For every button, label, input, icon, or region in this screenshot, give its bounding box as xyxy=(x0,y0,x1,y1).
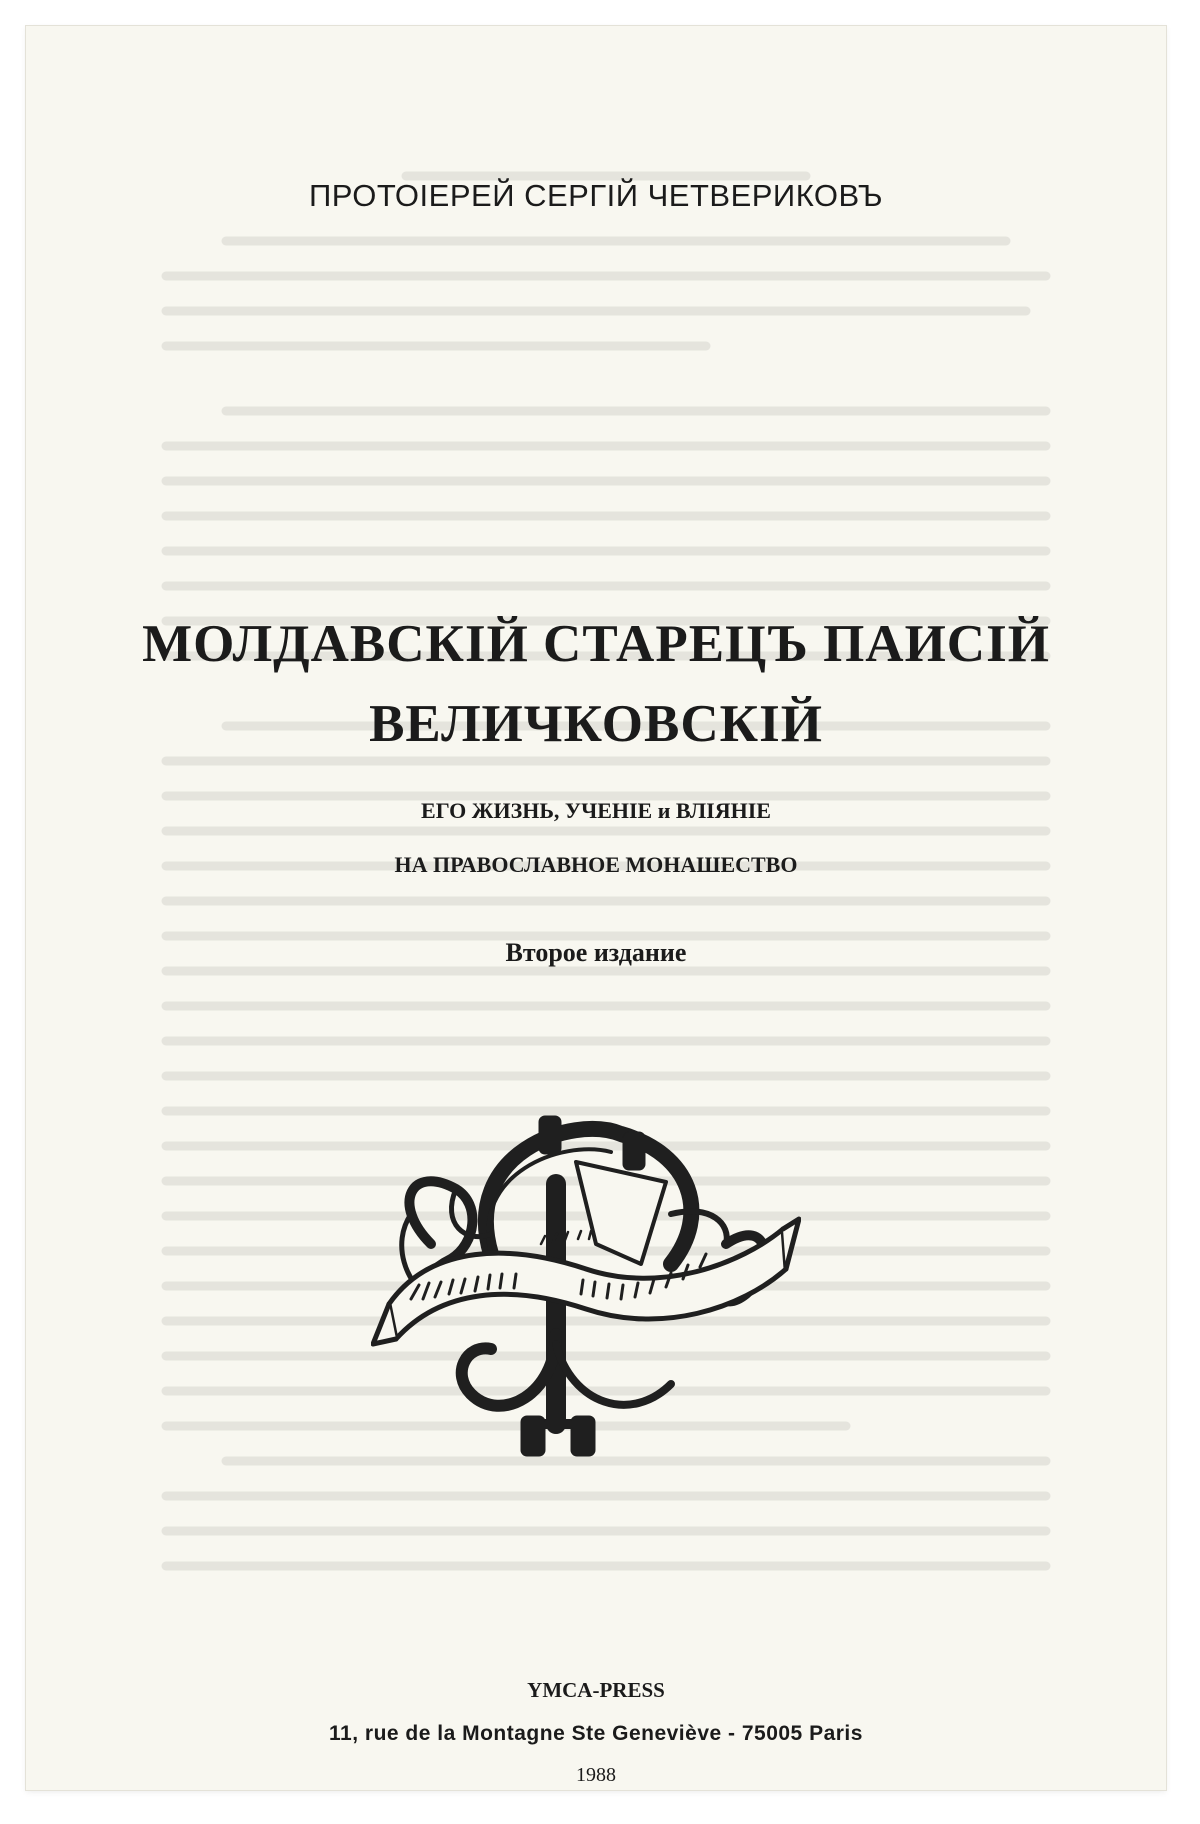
title-page-sheet xyxy=(26,26,1166,1790)
author-name: ПРОТОІЕРЕЙ СЕРГІЙ ЧЕТВЕРИКОВЪ xyxy=(309,178,883,213)
publisher-name: YMCA-PRESS xyxy=(527,1678,665,1702)
book-title-line-1: МОЛДАВСКІЙ СТАРЕЦЪ ПАИСІЙ xyxy=(142,615,1050,673)
publisher-address: 11, rue de la Montagne Ste Geneviève - 75005 Paris xyxy=(329,1722,863,1745)
ex-libris-stamp-icon xyxy=(371,1094,801,1514)
publication-year: 1988 xyxy=(576,1764,616,1786)
book-title-line-2: ВЕЛИЧКОВСКІЙ xyxy=(369,695,823,753)
subtitle-line-2: НА ПРАВОСЛАВНОЕ МОНАШЕСТВО xyxy=(394,852,798,877)
edition-label: Второе издание xyxy=(505,938,687,967)
subtitle-line-1: ЕГО ЖИЗНЬ, УЧЕНІЕ и ВЛІЯНІЕ xyxy=(421,798,771,823)
